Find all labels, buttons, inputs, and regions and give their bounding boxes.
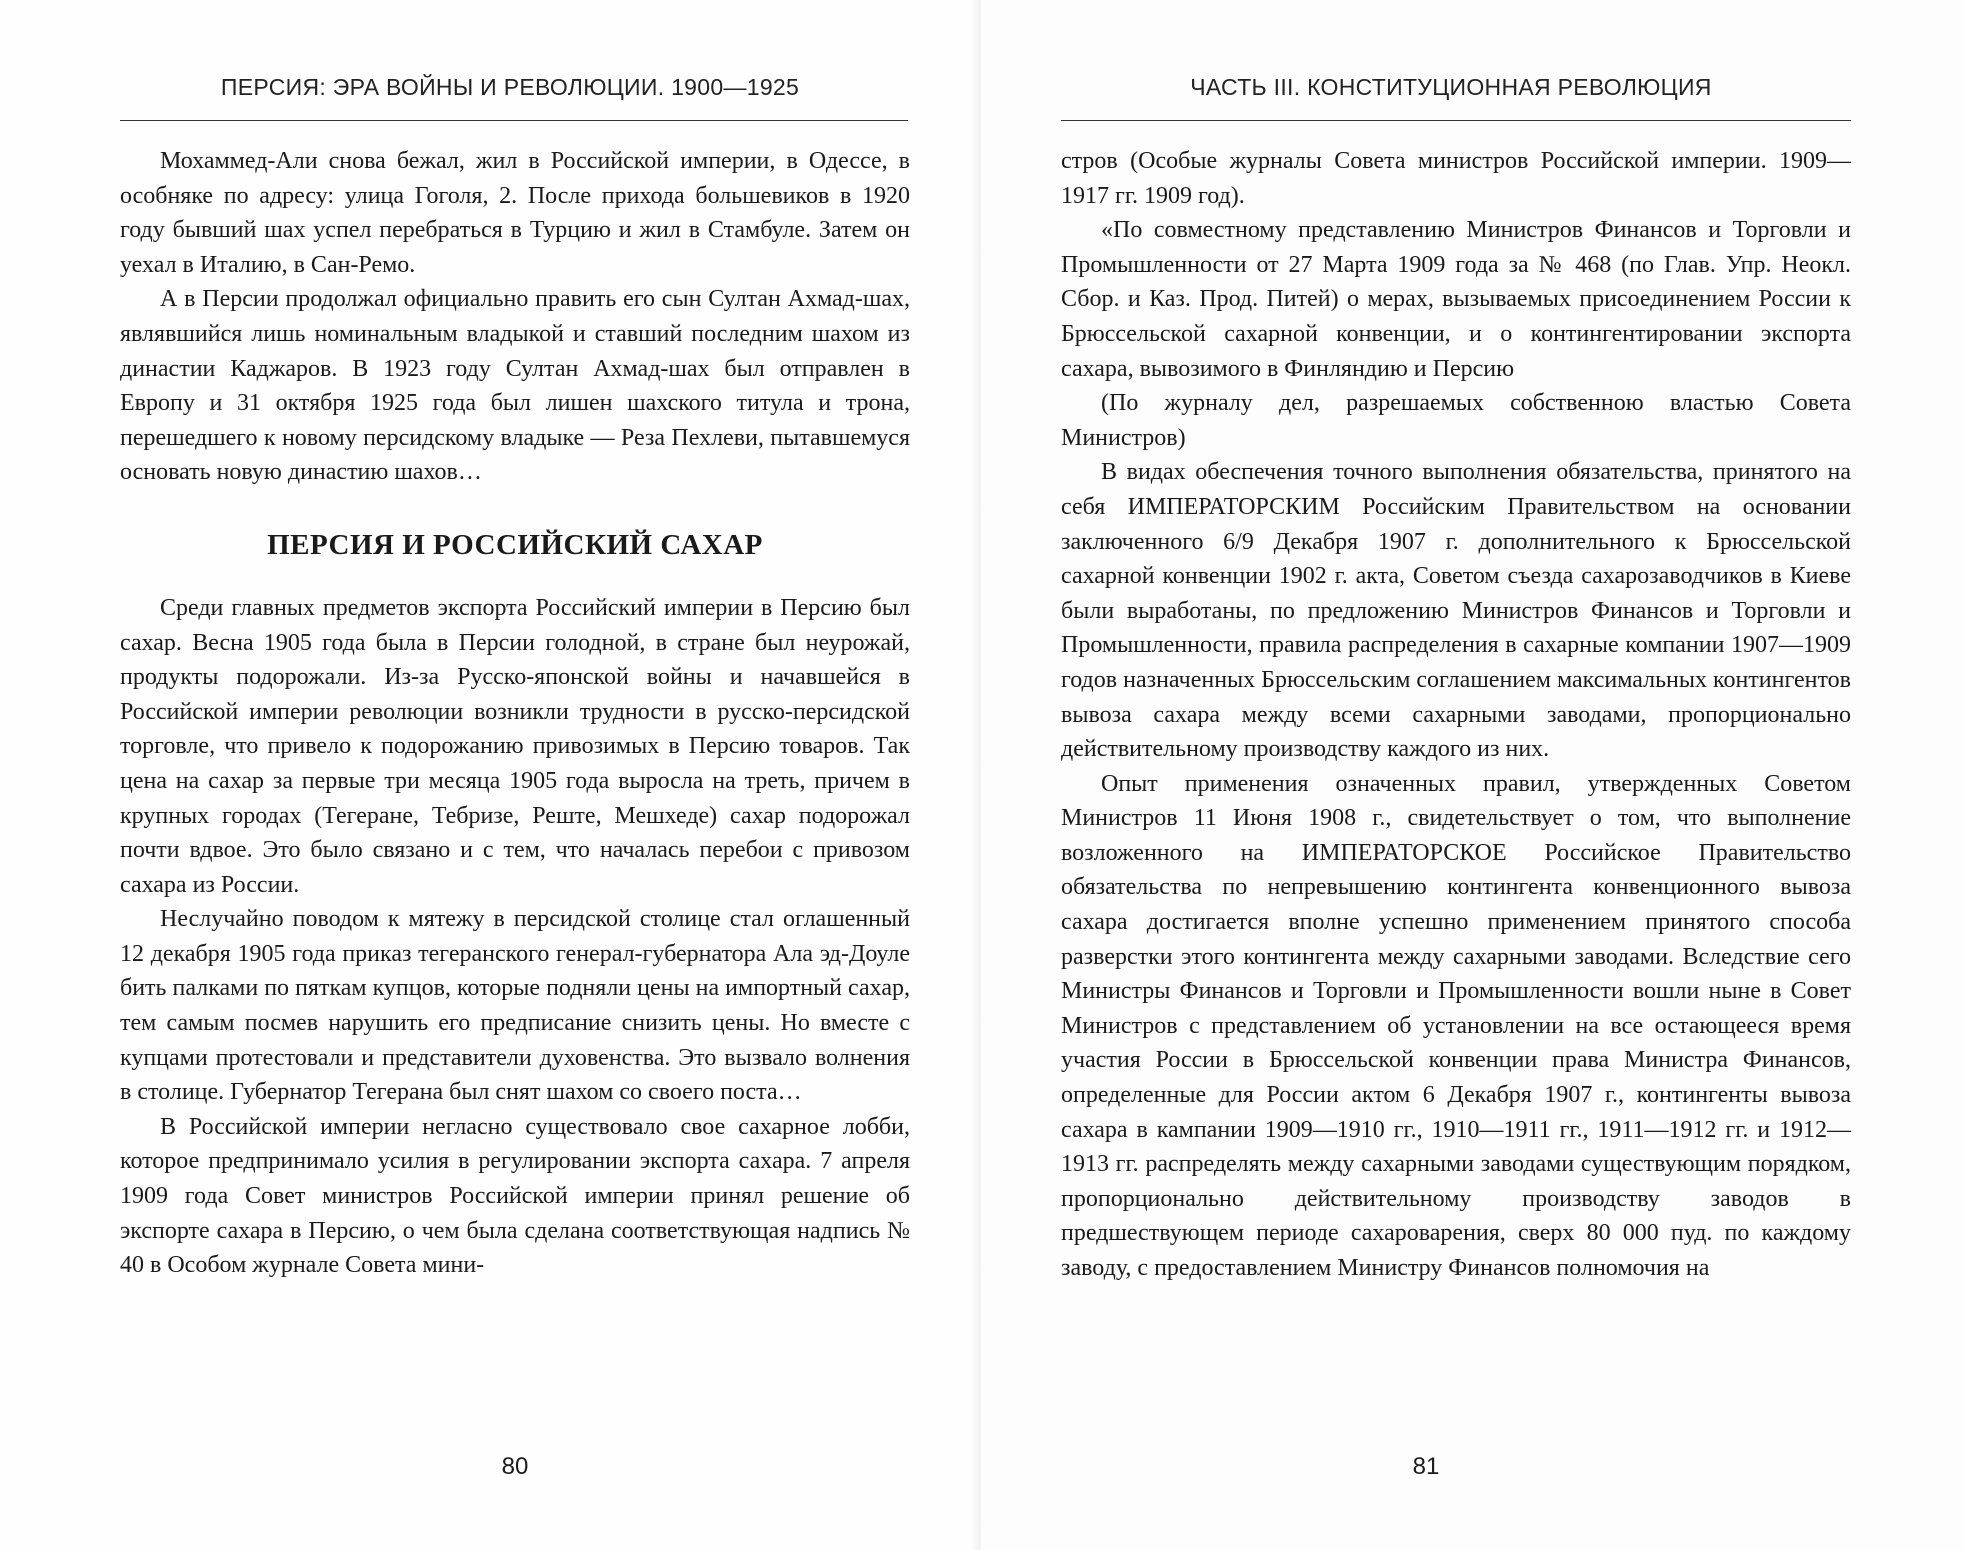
paragraph: А в Персии продолжал официально править его сын Султан Ахмад-шах, являвшийся лишь номинальным владыкой и ставший последним шахом из династии Каджаров. В 1923 году Султан Ахмад-шах был отправлен в Европу и 31 октября 1925 года был лишен шахского титула и трона, перешедшего к новому персидскому владыке — Реза Пехлеви, пытавшемуся основать новую династию шахов… — [120, 286, 910, 486]
page-number-right: 81 — [1412, 1453, 1440, 1480]
paragraph: Мохаммед-Али снова бежал, жил в Российской империи, в Одессе, в особняке по адресу: улица Гоголя, 2. После прихода большевиков в 1920 году бывший шах успел перебраться в Турцию и жил в Стамбуле. Затем он уехал в Италию, в Сан-Ремо. — [120, 148, 910, 278]
running-head-right: ЧАСТЬ III. КОНСТИТУЦИОННАЯ РЕВОЛЮЦИЯ — [1190, 74, 1712, 100]
right-page-body — [1061, 144, 1851, 1286]
paragraph: В видах обеспечения точного выполнения обязательства, принятого на себя ИМПЕРАТОРСКИМ Российским Правительством на основании заключенного 6/9 Декабря 1907 г. дополнительного к Брюссельской сахарной конвенции 1902 г. акта, Советом съезда сахарозаводчиков в Киеве были выработаны, по предложению Министров Финансов и Торговли и Промышленности, правила распределения в сахарные компании 1907—1909 годов назначенных Брюссельским соглашением максимальных контингентов вывоза сахара между всеми сахарными заводами, пропорционально действительному производству каждого из них. — [1061, 459, 1851, 763]
running-head-left: ПЕРСИЯ: ЭРА ВОЙНЫ И РЕВОЛЮЦИИ. 1900—1925 — [220, 74, 800, 100]
header-rule-right — [1061, 120, 1851, 121]
paragraph: «По совместному представлению Министров Финансов и Торговли и Промышленности от 27 Марта 1909 года за № 468 (по Глав. Упр. Неокл. Сбор. и Каз. Прод. Питей) о мерах, вызываемых присоединением России к Брюссельской сахарной конвенции, и о контингентировании экспорта сахара, вывозимого в Финляндию и Персию — [1061, 217, 1851, 382]
page-number-left: 80 — [501, 1453, 529, 1480]
paragraph-continuation: стров (Особые журналы Совета министров Российской империи. 1909—1917 гг. 1909 год). — [1061, 148, 1851, 209]
left-page-body — [120, 144, 910, 1283]
right-page — [981, 0, 1963, 1550]
paragraph: Среди главных предметов экспорта Российский империи в Персию был сахар. Весна 1905 года была в Персии голодной, в стране был неурожай, продукты подорожали. Из-за Русско-японской войны и начавшейся в Российской империи революции возникли трудности в русско-персидской торговле, что привело к подорожанию привозимых в Персию товаров. Так цена на сахар за первые три месяца 1905 года выросла на треть, причем в крупных городах (Тегеране, Тебризе, Реште, Мешхеде) сахар подорожал почти вдвое. Это было связано и с тем, что началась перебои с привозом сахара из России. — [120, 594, 910, 898]
header-rule-left — [120, 120, 908, 121]
left-page — [0, 0, 981, 1550]
section-title: ПЕРСИЯ И РОССИЙСКИЙ САХАР — [267, 528, 763, 561]
paragraph: В Российской империи негласно существовало свое сахарное лобби, которое предпринимало усилия в регулировании экспорта сахара. 7 апреля 1909 года Совет министров Российской империи принял решение об экспорте сахара в Персию, о чем была сделана соответствующая надпись № 40 в Особом журнале Совета мини- — [120, 1113, 910, 1279]
paragraph: (По журналу дел, разрешаемых собственною властью Совета Министров) — [1061, 390, 1851, 451]
paragraph: Неслучайно поводом к мятежу в персидской столице стал оглашенный 12 декабря 1905 года приказ тегеранского генерал-губернатора Ала эд-Доуле бить палками по пяткам купцов, которые подняли цены на импортный сахар, тем самым посмев нарушить его предписание снизить цены. Но вместе с купцами протестовали и представители духовенства. Это вызвало волнения в столице. Губернатор Тегерана был снят шахом со своего поста… — [120, 906, 910, 1106]
paragraph: Опыт применения означенных правил, утвержденных Советом Министров 11 Июня 1908 г., свидетельствует о том, что выполнение возложенного на ИМПЕРАТОРСКОЕ Российское Правительство обязательства по непревышению контингента конвенционного вывоза сахара достигается вполне успешно применением принятого способа разверстки этого контингента между сахарными заводами. Вследствие сего Министры Финансов и Торговли и Промышленности вошли ныне в Совет Министров с представлением об установлении на все остающееся время участия России в Брюссельской конвенции права Министра Финансов, определенные для России актом 6 Декабря 1907 г., контингенты вывоза сахара в кампании 1909—1910 гг., 1910—1911 гг., 1911—1912 гг. и 1912—1913 гг. распределять между сахарными заводами существующим порядком, пропорционально действительному производству заводов в предшествующем периоде сахароварения, сверх 80 000 пуд. по каждому заводу, с предоставлением Министру Финансов полномочия на — [1061, 770, 1851, 1281]
